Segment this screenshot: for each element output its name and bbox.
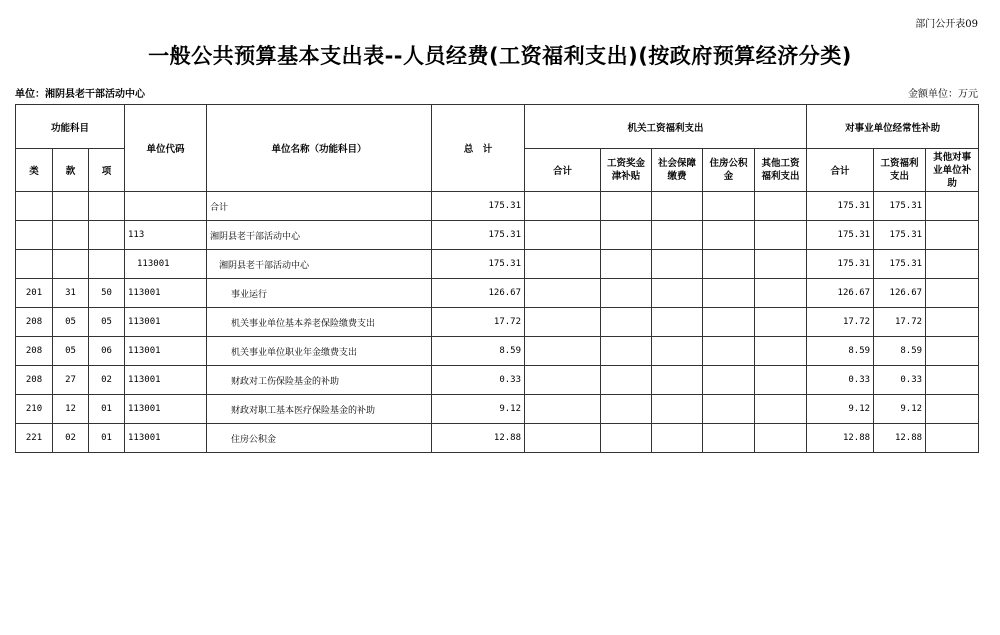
cell-other-wage	[755, 308, 807, 337]
cell-social-security	[652, 308, 703, 337]
table-row	[16, 395, 979, 424]
cell-inst-other	[926, 192, 979, 221]
cell-inst-other	[926, 337, 979, 366]
table-body	[16, 192, 979, 453]
header-lei: 类	[16, 149, 53, 192]
cell-xiang	[89, 250, 125, 279]
cell-unit-name: 财政对职工基本医疗保险基金的补助	[207, 395, 432, 424]
cell-lei: 201	[16, 279, 53, 308]
cell-wage-bonus	[601, 395, 652, 424]
cell-lei: 208	[16, 308, 53, 337]
cell-wage-bonus	[601, 337, 652, 366]
header-social-security: 社会保障缴费	[652, 149, 703, 192]
cell-unit-code: 113001	[125, 279, 207, 308]
cell-unit-code	[125, 192, 207, 221]
cell-social-security	[652, 279, 703, 308]
cell-other-wage	[755, 279, 807, 308]
cell-social-security	[652, 366, 703, 395]
cell-kuan: 27	[53, 366, 89, 395]
cell-housing-fund	[703, 279, 755, 308]
cell-xiang: 05	[89, 308, 125, 337]
cell-unit-code: 113001	[125, 395, 207, 424]
cell-inst-sum: 17.72	[807, 308, 874, 337]
cell-agency-sum	[525, 192, 601, 221]
header-other-wage: 其他工资福利支出	[755, 149, 807, 192]
cell-inst-wage: 8.59	[874, 337, 926, 366]
cell-wage-bonus	[601, 192, 652, 221]
cell-inst-other	[926, 221, 979, 250]
cell-other-wage	[755, 366, 807, 395]
cell-housing-fund	[703, 250, 755, 279]
cell-housing-fund	[703, 366, 755, 395]
cell-inst-sum: 9.12	[807, 395, 874, 424]
cell-inst-sum: 12.88	[807, 424, 874, 453]
header-inst-sum: 合计	[807, 149, 874, 192]
cell-agency-sum	[525, 221, 601, 250]
cell-unit-code: 113001	[125, 424, 207, 453]
cell-inst-sum: 175.31	[807, 250, 874, 279]
cell-social-security	[652, 221, 703, 250]
cell-other-wage	[755, 424, 807, 453]
cell-inst-wage: 0.33	[874, 366, 926, 395]
header-housing-fund: 住房公积金	[703, 149, 755, 192]
cell-unit-name: 事业运行	[207, 279, 432, 308]
cell-inst-other	[926, 250, 979, 279]
cell-other-wage	[755, 192, 807, 221]
cell-inst-wage: 9.12	[874, 395, 926, 424]
cell-unit-code: 113001	[125, 250, 207, 279]
cell-unit-name: 机关事业单位职业年金缴费支出	[207, 337, 432, 366]
amount-unit-label: 金额单位：万元	[908, 89, 978, 100]
cell-other-wage	[755, 337, 807, 366]
cell-unit-code: 113001	[125, 337, 207, 366]
header-unit-code: 单位代码	[125, 105, 207, 192]
table-row	[16, 250, 979, 279]
cell-kuan	[53, 221, 89, 250]
budget-table	[15, 104, 979, 453]
table-row	[16, 192, 979, 221]
cell-inst-other	[926, 395, 979, 424]
header-unit-name: 单位名称（功能科目）	[207, 105, 432, 192]
cell-agency-sum	[525, 337, 601, 366]
cell-lei: 208	[16, 337, 53, 366]
cell-inst-sum: 126.67	[807, 279, 874, 308]
cell-unit-code: 113001	[125, 366, 207, 395]
header-agency-sum: 合计	[525, 149, 601, 192]
cell-xiang: 02	[89, 366, 125, 395]
cell-kuan: 05	[53, 308, 89, 337]
cell-unit-name: 财政对工伤保险基金的补助	[207, 366, 432, 395]
cell-social-security	[652, 250, 703, 279]
cell-inst-sum: 175.31	[807, 192, 874, 221]
header-kuan: 款	[53, 149, 89, 192]
cell-wage-bonus	[601, 424, 652, 453]
cell-inst-sum: 8.59	[807, 337, 874, 366]
cell-xiang: 01	[89, 395, 125, 424]
table-row	[16, 424, 979, 453]
table-header	[16, 105, 979, 192]
cell-housing-fund	[703, 424, 755, 453]
cell-inst-wage: 12.88	[874, 424, 926, 453]
cell-other-wage	[755, 395, 807, 424]
cell-total: 17.72	[432, 308, 525, 337]
cell-lei: 210	[16, 395, 53, 424]
cell-unit-name: 湘阴县老干部活动中心	[207, 221, 432, 250]
cell-unit-name: 住房公积金	[207, 424, 432, 453]
cell-kuan: 02	[53, 424, 89, 453]
header-wage-bonus: 工资奖金津补贴	[601, 149, 652, 192]
cell-inst-wage: 175.31	[874, 221, 926, 250]
cell-xiang: 06	[89, 337, 125, 366]
cell-total: 12.88	[432, 424, 525, 453]
cell-agency-sum	[525, 395, 601, 424]
cell-lei	[16, 192, 53, 221]
cell-total: 8.59	[432, 337, 525, 366]
cell-housing-fund	[703, 337, 755, 366]
cell-kuan	[53, 192, 89, 221]
form-number: 部门公开表09	[915, 19, 978, 30]
table-row	[16, 221, 979, 250]
cell-social-security	[652, 424, 703, 453]
cell-inst-other	[926, 308, 979, 337]
cell-xiang	[89, 192, 125, 221]
cell-wage-bonus	[601, 366, 652, 395]
table-row	[16, 337, 979, 366]
table-row	[16, 279, 979, 308]
cell-inst-sum: 0.33	[807, 366, 874, 395]
cell-social-security	[652, 337, 703, 366]
cell-inst-sum: 175.31	[807, 221, 874, 250]
cell-unit-name: 湘阴县老干部活动中心	[207, 250, 432, 279]
table-row	[16, 308, 979, 337]
cell-social-security	[652, 395, 703, 424]
cell-kuan	[53, 250, 89, 279]
cell-agency-sum	[525, 424, 601, 453]
table-row	[16, 366, 979, 395]
cell-agency-sum	[525, 308, 601, 337]
cell-inst-wage: 175.31	[874, 192, 926, 221]
cell-total: 9.12	[432, 395, 525, 424]
header-inst-other: 其他对事业单位补助	[926, 149, 979, 192]
page-title: 一般公共预算基本支出表--人员经费(工资福利支出)(按政府预算经济分类)	[148, 44, 852, 68]
cell-housing-fund	[703, 395, 755, 424]
cell-xiang	[89, 221, 125, 250]
header-func-subject: 功能科目	[16, 105, 125, 149]
cell-wage-bonus	[601, 279, 652, 308]
cell-xiang: 50	[89, 279, 125, 308]
cell-housing-fund	[703, 308, 755, 337]
cell-lei	[16, 221, 53, 250]
header-total: 总 计	[432, 105, 525, 192]
cell-total: 175.31	[432, 250, 525, 279]
header-agency-wage-welfare: 机关工资福利支出	[525, 105, 807, 149]
cell-unit-code: 113001	[125, 308, 207, 337]
cell-inst-other	[926, 424, 979, 453]
cell-social-security	[652, 192, 703, 221]
cell-housing-fund	[703, 192, 755, 221]
cell-wage-bonus	[601, 250, 652, 279]
cell-kuan: 05	[53, 337, 89, 366]
cell-total: 175.31	[432, 192, 525, 221]
cell-agency-sum	[525, 279, 601, 308]
cell-total: 0.33	[432, 366, 525, 395]
cell-other-wage	[755, 221, 807, 250]
cell-inst-wage: 17.72	[874, 308, 926, 337]
cell-wage-bonus	[601, 308, 652, 337]
cell-agency-sum	[525, 250, 601, 279]
cell-unit-name: 合计	[207, 192, 432, 221]
cell-unit-code: 113	[125, 221, 207, 250]
header-xiang: 项	[89, 149, 125, 192]
cell-housing-fund	[703, 221, 755, 250]
cell-wage-bonus	[601, 221, 652, 250]
cell-lei: 221	[16, 424, 53, 453]
cell-lei: 208	[16, 366, 53, 395]
cell-inst-other	[926, 279, 979, 308]
cell-unit-name: 机关事业单位基本养老保险缴费支出	[207, 308, 432, 337]
cell-inst-wage: 126.67	[874, 279, 926, 308]
header-institution-subsidy: 对事业单位经常性补助	[807, 105, 979, 149]
cell-other-wage	[755, 250, 807, 279]
cell-lei	[16, 250, 53, 279]
cell-inst-other	[926, 366, 979, 395]
cell-kuan: 12	[53, 395, 89, 424]
unit-label: 单位：湘阴县老干部活动中心	[15, 89, 145, 100]
header-inst-wage: 工资福利支出	[874, 149, 926, 192]
cell-total: 175.31	[432, 221, 525, 250]
cell-agency-sum	[525, 366, 601, 395]
cell-total: 126.67	[432, 279, 525, 308]
cell-inst-wage: 175.31	[874, 250, 926, 279]
cell-kuan: 31	[53, 279, 89, 308]
cell-xiang: 01	[89, 424, 125, 453]
